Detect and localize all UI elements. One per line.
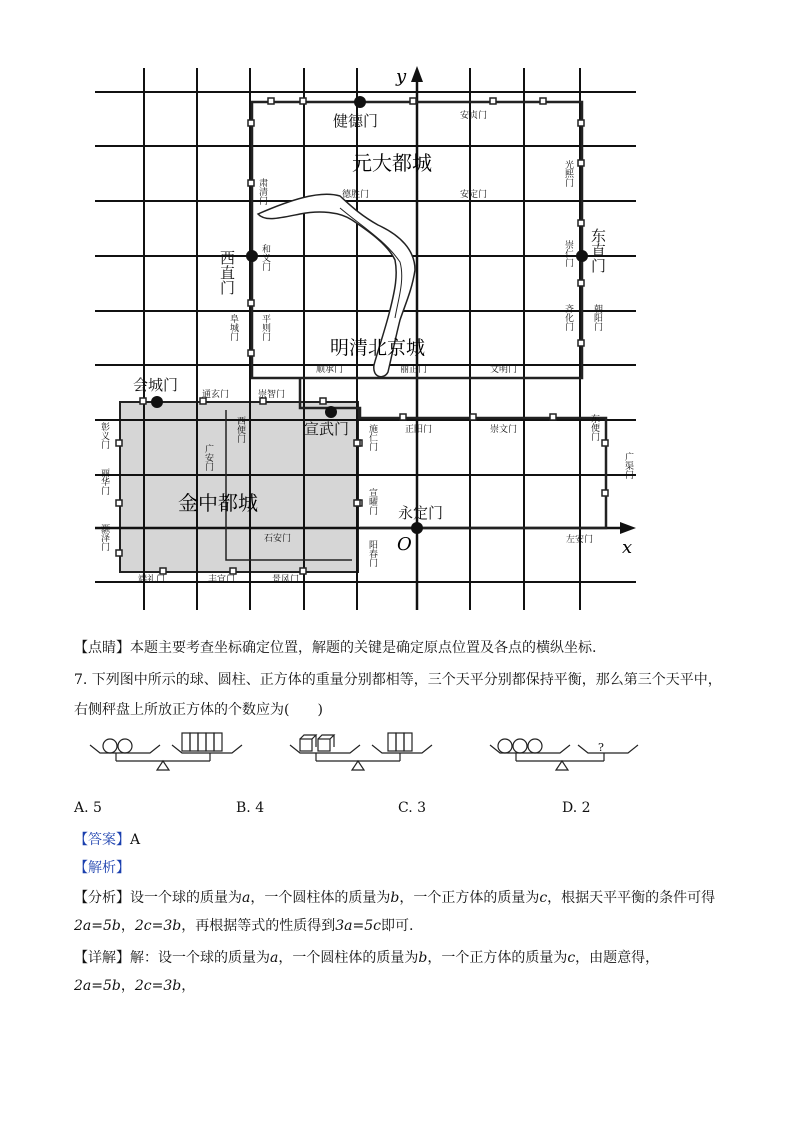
axis-y-label: y [396, 66, 407, 87]
city-label-mingqing: 明清北京城 [330, 337, 426, 359]
gate-label-zuoan: 左安门 [566, 535, 594, 545]
var-c: c [539, 890, 548, 906]
analysis-line [74, 858, 764, 878]
balance-scales-figure [0, 725, 800, 775]
gate-label-dongzhi: 东直门 [589, 228, 607, 273]
xiangjie-text-1: 解：设一个球的质量为 [130, 950, 270, 966]
gate-label-chongzhi: 崇智门 [258, 390, 286, 400]
gate-dot-xuanwu [325, 406, 337, 418]
fenxi-text-4: ，根据天平平衡的条件可得 [547, 890, 716, 906]
city-label-jin: 金中都城 [178, 491, 258, 515]
gate-dot-xizhi [246, 250, 258, 262]
gate-dot-dongzhi [576, 250, 588, 262]
scale-1 [90, 733, 242, 770]
separator: ， [120, 978, 135, 994]
gate-label-zhengyang: 正阳门 [405, 425, 433, 435]
var-a: a [242, 890, 251, 906]
gate-label-xizhi: 西直门 [218, 250, 236, 295]
separator: ， [120, 918, 135, 934]
gate-label-xuanwu: 宣武门 [304, 420, 350, 438]
gate-label-yongding: 永定门 [398, 504, 444, 522]
dianjing-text: 本题主要考查坐标确定位置，解题的关键是确定原点位置及各点的横纵坐标. [130, 640, 597, 656]
gate-label-huicheng: 会城门 [133, 376, 179, 394]
gate-label-haoze: 灏泽门 [99, 524, 109, 551]
fenxi-line2-text: ，再根据等式的性质得到 [181, 918, 336, 934]
equation-2c-3b: 2c=3b [134, 918, 182, 934]
equation-3a-5c: 3a=5c [335, 918, 381, 934]
question-stem-line1: 7. 下列图中所示的球、圆柱、正方体的重量分别都相等，三个天平分别都保持平衡，那么第三个天平中， [74, 672, 722, 688]
gate-label-anding: 安定门 [460, 190, 488, 200]
gate-label-xuanyao: 宣曜门 [367, 488, 377, 515]
gate-label-lizheng: 丽正门 [400, 365, 428, 375]
gate-dot-huicheng [151, 396, 163, 408]
gate-label-chongwen: 崇文门 [490, 425, 518, 435]
origin-label: O [397, 534, 412, 555]
scale-2 [290, 733, 432, 770]
gate-label-heyi: 和义门 [260, 244, 270, 271]
gate-label-chongren: 崇仁门 [563, 240, 573, 267]
gate-label-desheng: 德胜门 [342, 190, 370, 200]
gate-label-wenming: 文明门 [490, 365, 518, 375]
gate-label-tongxuan: 通玄门 [202, 390, 230, 400]
var-b: b [418, 950, 428, 966]
xiangjie-text-3: ，一个正方体的质量为 [427, 950, 568, 966]
var-b: b [390, 890, 400, 906]
xiangjie-line2 [74, 976, 764, 996]
gate-label-guangan: 广安门 [203, 444, 213, 471]
gate-label-suqing: 肃清门 [257, 178, 267, 205]
gate-label-anzhen: 安贞门 [460, 111, 488, 121]
gate-dot-yongding [411, 522, 423, 534]
equation-2c-3b: 2c=3b [134, 978, 182, 994]
option-d: D. 2 [562, 800, 591, 816]
answer-tag: 【答案】 [74, 832, 130, 848]
question-stem-line2: 右侧秤盘上所放正方体的个数应为( ) [74, 702, 323, 718]
option-c: C. 3 [398, 800, 427, 816]
gate-label-xibian: 西便门 [235, 416, 245, 443]
unknown-count-mark: ? [598, 741, 604, 754]
option-b: B. 4 [236, 800, 265, 816]
gate-label-lihua: 丽华门 [99, 468, 109, 495]
gate-dot-jiande [354, 96, 366, 108]
mingqing-wall-bastions [356, 414, 608, 506]
gate-label-jingfeng: 景风门 [272, 575, 300, 585]
gate-label-duanli: 端礼门 [138, 575, 166, 585]
fenxi-line2 [74, 916, 764, 936]
xiangjie-line1 [74, 948, 764, 968]
gate-label-dongbian: 东便门 [589, 414, 599, 441]
var-a: a [270, 950, 279, 966]
gate-label-shuncheng: 顺承门 [316, 365, 344, 375]
fenxi-line2-end: 即可. [380, 918, 414, 934]
xiangjie-tag: 【详解】 [74, 950, 130, 966]
xiangjie-line2-end: ， [181, 978, 196, 994]
gate-label-qihua: 齐化门 [563, 304, 573, 331]
gate-label-fucheng: 阜城门 [228, 314, 238, 341]
gate-label-jiande: 健德门 [333, 112, 379, 130]
dianjing-line [74, 638, 764, 658]
analysis-tag: 【解析】 [74, 860, 130, 876]
xiangjie-text-2: ，一个圆柱体的质量为 [278, 950, 419, 966]
scale-3 [490, 739, 638, 770]
gate-label-zhangyi: 彰义门 [99, 422, 109, 449]
option-a: A. 5 [74, 800, 102, 816]
gate-label-yangchun: 阳春门 [367, 540, 377, 567]
answer-value: A [130, 832, 141, 848]
fenxi-tag: 【分析】 [74, 890, 130, 906]
axis-x-label: x [622, 537, 633, 558]
gate-label-shian: 石安门 [264, 534, 292, 544]
equation-2a-5b: 2a=5b [74, 918, 121, 934]
city-label-yuan: 元大都城 [352, 151, 432, 175]
fenxi-line1 [74, 888, 764, 908]
var-c: c [567, 950, 576, 966]
xiangjie-text-4: ，由题意得， [575, 950, 660, 966]
gate-label-chaoyang: 朝阳门 [592, 304, 602, 331]
fenxi-text-1: 设一个球的质量为 [130, 890, 242, 906]
dianjing-tag: 【点睛】 [74, 640, 130, 656]
gate-label-pingze: 平则门 [260, 314, 270, 341]
fenxi-text-3: ，一个正方体的质量为 [399, 890, 540, 906]
equation-2a-5b: 2a=5b [74, 978, 121, 994]
gate-label-shiren: 施仁门 [367, 424, 377, 451]
fenxi-text-2: ，一个圆柱体的质量为 [250, 890, 391, 906]
gate-label-fengyi: 丰宜门 [208, 575, 236, 585]
gate-label-guangqu: 广渠门 [623, 452, 633, 479]
gate-label-guangxi: 光熙门 [563, 160, 573, 187]
answer-line [74, 830, 764, 850]
